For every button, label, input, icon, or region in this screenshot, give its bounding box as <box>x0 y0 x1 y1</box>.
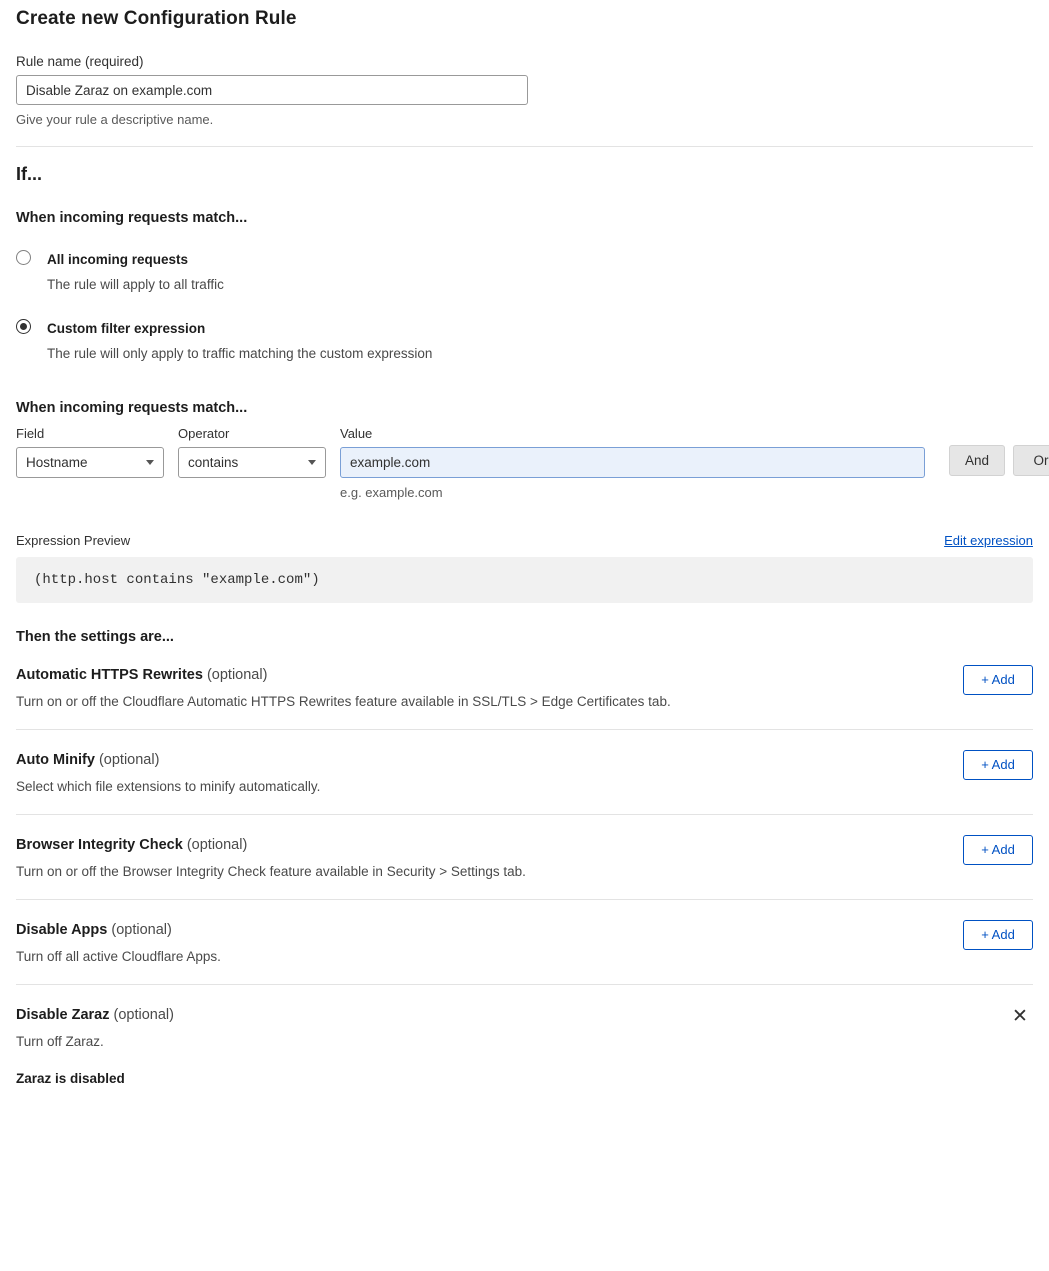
setting-title <box>16 922 1033 938</box>
setting-disable-zaraz <box>16 984 1033 1106</box>
setting-name: Auto Minify <box>16 751 95 768</box>
value-hint: e.g. example.com <box>340 484 443 500</box>
add-button[interactable]: + Add <box>963 750 1033 780</box>
setting-optional: (optional) <box>98 751 160 768</box>
setting-title <box>16 1007 1033 1023</box>
radio-description: The rule will apply to all traffic <box>47 277 224 293</box>
operator-select-value: contains <box>188 454 239 470</box>
add-button[interactable]: + Add <box>963 665 1033 695</box>
radio-option-all-incoming-requests[interactable] <box>16 248 1033 295</box>
setting-browser-integrity-check <box>16 814 1033 899</box>
setting-description: Turn on or off the Browser Integrity Check feature available in Security > Settings tab. <box>16 863 526 879</box>
radio-label: Custom filter expression <box>47 320 206 336</box>
radio-description: The rule will only apply to traffic matching the custom expression <box>47 345 433 361</box>
setting-name: Disable Zaraz <box>16 1006 110 1023</box>
radio-label: All incoming requests <box>47 252 189 267</box>
and-button[interactable]: And <box>949 445 1005 476</box>
add-button[interactable]: + Add <box>963 835 1033 865</box>
or-button[interactable]: Or <box>1013 445 1049 476</box>
expression-preview-header <box>16 533 1033 548</box>
logic-buttons <box>949 426 1049 476</box>
value-column-label: Value <box>340 425 373 441</box>
field-select-value: Hostname <box>26 454 88 470</box>
status-badge: Zaraz is disabled <box>16 1070 125 1086</box>
then-section-title: Then the settings are... <box>16 628 174 645</box>
value-column <box>340 426 925 500</box>
radio-option-custom-filter-expression[interactable] <box>16 317 1033 364</box>
setting-optional: (optional) <box>111 921 172 938</box>
operator-column <box>178 426 326 478</box>
setting-automatic-https-rewrites <box>16 645 1033 729</box>
setting-name: Automatic HTTPS Rewrites <box>16 666 203 683</box>
rule-name-input[interactable] <box>16 75 528 105</box>
close-icon[interactable]: ✕ <box>1012 1005 1028 1027</box>
setting-description: Turn off Zaraz. <box>16 1033 104 1049</box>
setting-optional: (optional) <box>206 666 268 683</box>
setting-optional: (optional) <box>113 1006 174 1023</box>
setting-title <box>16 837 1033 853</box>
radio-icon[interactable] <box>16 250 31 265</box>
setting-name: Browser Integrity Check <box>16 836 183 853</box>
edit-expression-link[interactable]: Edit expression <box>944 532 1033 548</box>
setting-description: Turn on or off the Cloudflare Automatic HTTPS Rewrites feature available in SSL/TLS > Edge Certificates tab. <box>16 693 671 709</box>
page-title: Create new Configuration Rule <box>16 8 297 29</box>
match-heading: When incoming requests match... <box>16 210 248 226</box>
radio-icon[interactable] <box>16 319 31 334</box>
add-button[interactable]: + Add <box>963 920 1033 950</box>
setting-title <box>16 752 1033 768</box>
setting-description: Turn off all active Cloudflare Apps. <box>16 948 221 964</box>
setting-title <box>16 667 1033 683</box>
chevron-down-icon <box>308 460 316 465</box>
operator-select[interactable] <box>178 447 326 478</box>
value-input[interactable] <box>340 447 925 478</box>
field-column-label: Field <box>16 425 45 441</box>
chevron-down-icon <box>146 460 154 465</box>
filter-builder-row <box>16 425 1049 500</box>
field-column <box>16 426 164 478</box>
expression-preview-label: Expression Preview <box>16 532 131 548</box>
setting-description: Select which file extensions to minify automatically. <box>16 778 321 794</box>
setting-name: Disable Apps <box>16 921 108 938</box>
operator-column-label: Operator <box>178 425 230 441</box>
rule-name-helper: Give your rule a descriptive name. <box>16 112 214 127</box>
if-section-title: If... <box>16 164 42 184</box>
field-select[interactable] <box>16 447 164 478</box>
setting-disable-apps <box>16 899 1033 984</box>
filter-heading: When incoming requests match... <box>16 399 248 416</box>
divider <box>16 146 1033 147</box>
rule-name-label: Rule name (required) <box>16 54 144 69</box>
setting-optional: (optional) <box>186 836 248 853</box>
expression-preview-code: (http.host contains "example.com") <box>16 557 1033 603</box>
configuration-rule-page <box>0 8 1049 1271</box>
setting-auto-minify <box>16 729 1033 814</box>
